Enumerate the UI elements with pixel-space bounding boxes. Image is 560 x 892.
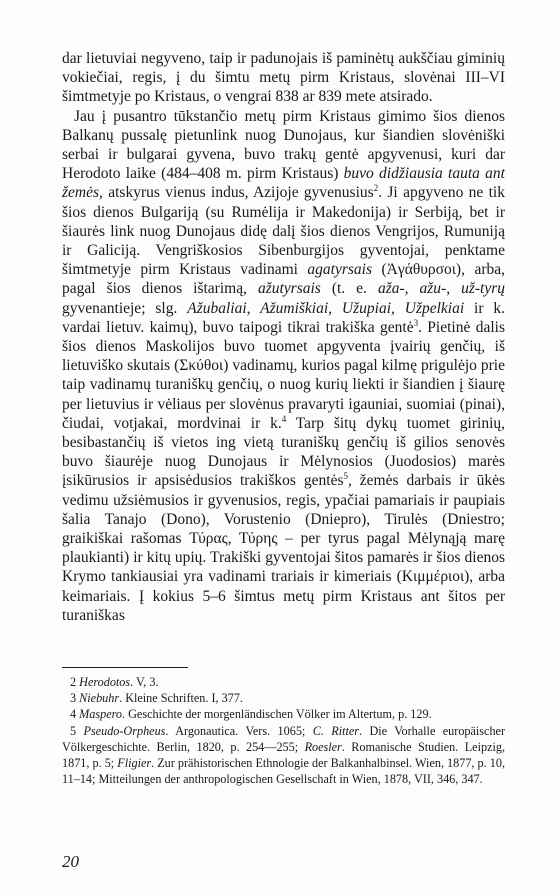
paragraph: dar lietuviai negyveno, taip ir padunojais iš paminėtų aukščiau giminių vokiečiai, regis, į du šimtu metų pirm Kristaus, slovėnai III–VI šimtmetyje po Kristaus, o vengrai 838 ar 839 mete atsirado.	[62, 50, 505, 106]
text-run: (Ἀγάθυρσοι), arba, pagal šios dienos ištarimą,	[62, 261, 505, 298]
text-run: . Pietinė dalis šios dienos Maskolijos buvo tuomet apgyventa įvairių genčių, iš lietuviško skutais (Σκύθοι) vadinamų, kurios pagal kilmę prigulėjo prie taip vadinamų turaniškų genčių, o nuog kurių liekti ir šiandien į šiaurę per lietuvius ir vėliaus per slovėnus pravaryti igauniai, suomiai (pinai), čiudai, votjakai, mordvinai ir k.	[62, 318, 505, 432]
text-run: gyvenantieje; slg.	[62, 299, 178, 317]
footnote-author: Roesler	[304, 739, 342, 754]
footnote-text: . Die Vorhalle europäischer Völkergeschichte. Berlin, 1820, p. 254—255;	[62, 723, 506, 754]
footnote-number: 2	[70, 675, 80, 689]
term-italic: agatyrsais	[307, 261, 373, 279]
text-run: . Ji apgyveno ne tik šios dienos Bulgariją (su Rumėlija ir Makedonija) ir Serbiją, bet ir šiaurės link nuog Dunojaus didę dalį šios dienos Vengrijos, Rumuniją ir Galiciją. Vengriškosios Sibenburgijos gyventojai, penktame šimtmetyje pirm Kristaus vadinami	[62, 184, 505, 279]
term-italic: ažutyrsais	[257, 280, 321, 298]
footnote-ref: 2	[373, 183, 379, 194]
footnote-text: . Kleine Schriften. I, 377.	[119, 691, 243, 706]
text-run: Tarp šitų dykų tuomet girinių, besibastančių iš vietos ing vietą turaniškų genčių iš gilios senovės buvo šiaurėje nuog Dunojaus ir Mėlynosios (Juodosios) marės įsikūrusios ir apsisėdusios trakiškos gentės	[62, 414, 505, 490]
text-run: , žemės darbais ir ūkės vedimu užsiėmusios ir gyvenusios, regis, ypačiai pamariais ir paupiais šalia Tanajo (Dono), Vorustenio (Dniepro), Tirulės (Dniestro; graikiškai rašomas Τύρας, Τύρης – per tyrus pagal Mėlynąją marę plaukianti) ir kitų upių. Trakiški gyventojai šitos pamarės ir šios dienos Krymo tankiausiai yra vadinami trariais ir kimeriais (Κιμμέριοι), arba keimariais. Į kokius 5–6 šimtus metų pirm Kristaus ant šitos per turaniškas	[62, 472, 505, 624]
text-run: Jau į pusantro tūkstančio metų pirm Kristaus gimimo šios dienos Balkanų pussalę pietunlink nuog Dunojaus, kur šiandien slovėniški serbai ir bulgarai gyvena, buvo trakų gentė apgyvenusi, kuri dar Herodoto laike (484–408 m. pirm Kristaus)	[62, 107, 505, 183]
footnote-text: . Geschichte der morgenländischen Völker im Altertum, p. 129.	[122, 707, 432, 722]
footnote-number: 3	[70, 691, 80, 706]
footnote-author: Pseudo-Orpheus	[83, 723, 166, 738]
footnote-number: 5	[70, 723, 84, 738]
quote-italic: buvo didžiausia tauta ant žemės	[62, 165, 505, 202]
term-italic: aža-, ažu-, už-tyrų	[377, 280, 505, 298]
paragraph	[62, 107, 505, 625]
footnote-author: Niebuhr	[79, 691, 120, 706]
footnote-text: . Romanische Studien. Leipzig, 1871, p. 5;	[62, 739, 505, 771]
footnote-author: C. Ritter	[312, 723, 360, 738]
footnote-author: Maspero	[79, 707, 123, 722]
footnote-text: . Argonautica. Vers. 1065;	[165, 723, 313, 738]
main-text	[62, 49, 505, 625]
footnote	[62, 674, 505, 690]
footnote-author: Fligier	[117, 756, 152, 771]
footnote	[62, 706, 505, 722]
text-run: , atskyrus vienus indus, Azijoje gyvenusius	[99, 184, 374, 202]
footnotes	[62, 674, 505, 787]
footnote	[62, 723, 505, 788]
text-run: ir k. vardai lietuv. kaimų), buvo taipogi tikrai trakiška gentė	[62, 299, 506, 336]
footnote	[62, 690, 505, 706]
footnote-divider	[62, 667, 188, 668]
footnote-ref: 4	[281, 413, 287, 424]
footnote-text: . V, 3.	[130, 675, 159, 689]
footnote-text: . Zur prähistorischen Ethnologie der Balkanhalbinsel. Wien, 1877, p. 10, 11–14; Mitteilungen der anthropologischen Gesellschaft in Wien, 1878, VII, 346, 347.	[62, 756, 505, 787]
page-number: 20	[62, 852, 79, 871]
footnote-number: 4	[70, 707, 80, 722]
footnote-ref: 5	[343, 471, 348, 482]
footnote-ref: 3	[413, 317, 419, 328]
footnote-author: Herodotos	[79, 675, 131, 689]
term-italic: Ažubaliai, Ažumiškiai, Užupiai, Užpelkiai	[187, 299, 465, 317]
text-run: (t. e.	[320, 280, 367, 298]
